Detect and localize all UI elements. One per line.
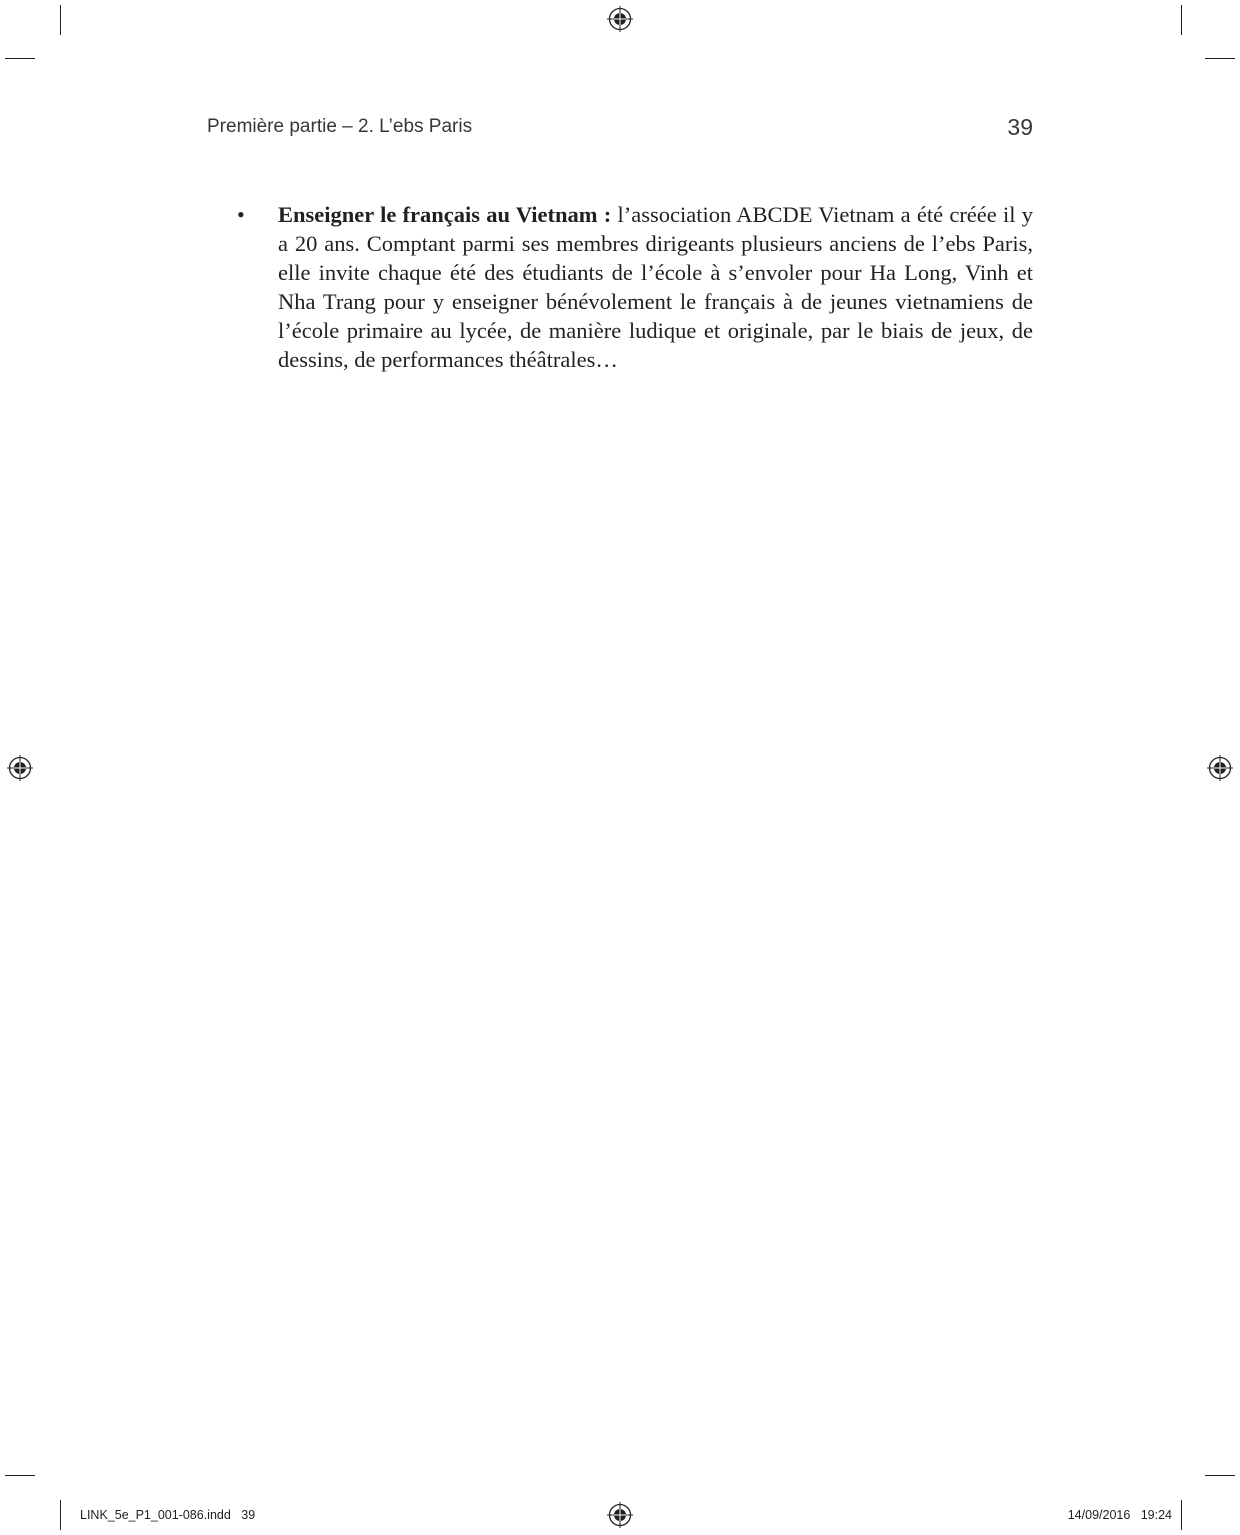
list-item-text <box>278 200 1033 374</box>
running-header-title: Première partie – 2. L’ebs Paris <box>207 116 473 137</box>
slug-file-info: LINK_5e_P1_001-086.indd 39 <box>80 1508 256 1522</box>
crop-mark-top-right-vertical <box>1181 5 1182 35</box>
registration-mark-icon <box>607 6 633 32</box>
list-item-heading: Enseigner le français au Vietnam : <box>278 202 612 227</box>
crop-mark-top-left-horizontal <box>5 58 35 59</box>
crop-mark-bottom-right-vertical <box>1181 1500 1182 1530</box>
list-item <box>237 200 1033 374</box>
registration-mark-icon <box>7 755 33 781</box>
crop-mark-bottom-left-horizontal <box>5 1475 35 1476</box>
slug-timestamp: 14/09/2016 19:24 <box>1067 1508 1172 1522</box>
registration-mark-icon <box>607 1502 633 1528</box>
crop-mark-top-right-horizontal <box>1205 58 1235 59</box>
registration-mark-icon <box>1207 755 1233 781</box>
page-number: 39 <box>1007 114 1033 140</box>
bullet-icon: • <box>237 202 245 227</box>
list-item-body: l’association ABCDE Vietnam a été créée il y a 20 ans. Comptant parmi ses membres dirigeants plusieurs anciens de l’ebs Paris, elle invite chaque été des étudiants de l’école à s’envoler pour Ha Long, Vinh et Nha Trang pour y enseigner bénévolement le français à de jeunes vietnamiens de l’école primaire au lycée, de manière ludique et originale, par le biais de jeux, de dessins, de performances théâtrales… <box>278 202 1033 372</box>
crop-mark-bottom-left-vertical <box>60 1500 61 1530</box>
crop-mark-bottom-right-horizontal <box>1205 1475 1235 1476</box>
crop-mark-top-left-vertical <box>60 5 61 35</box>
